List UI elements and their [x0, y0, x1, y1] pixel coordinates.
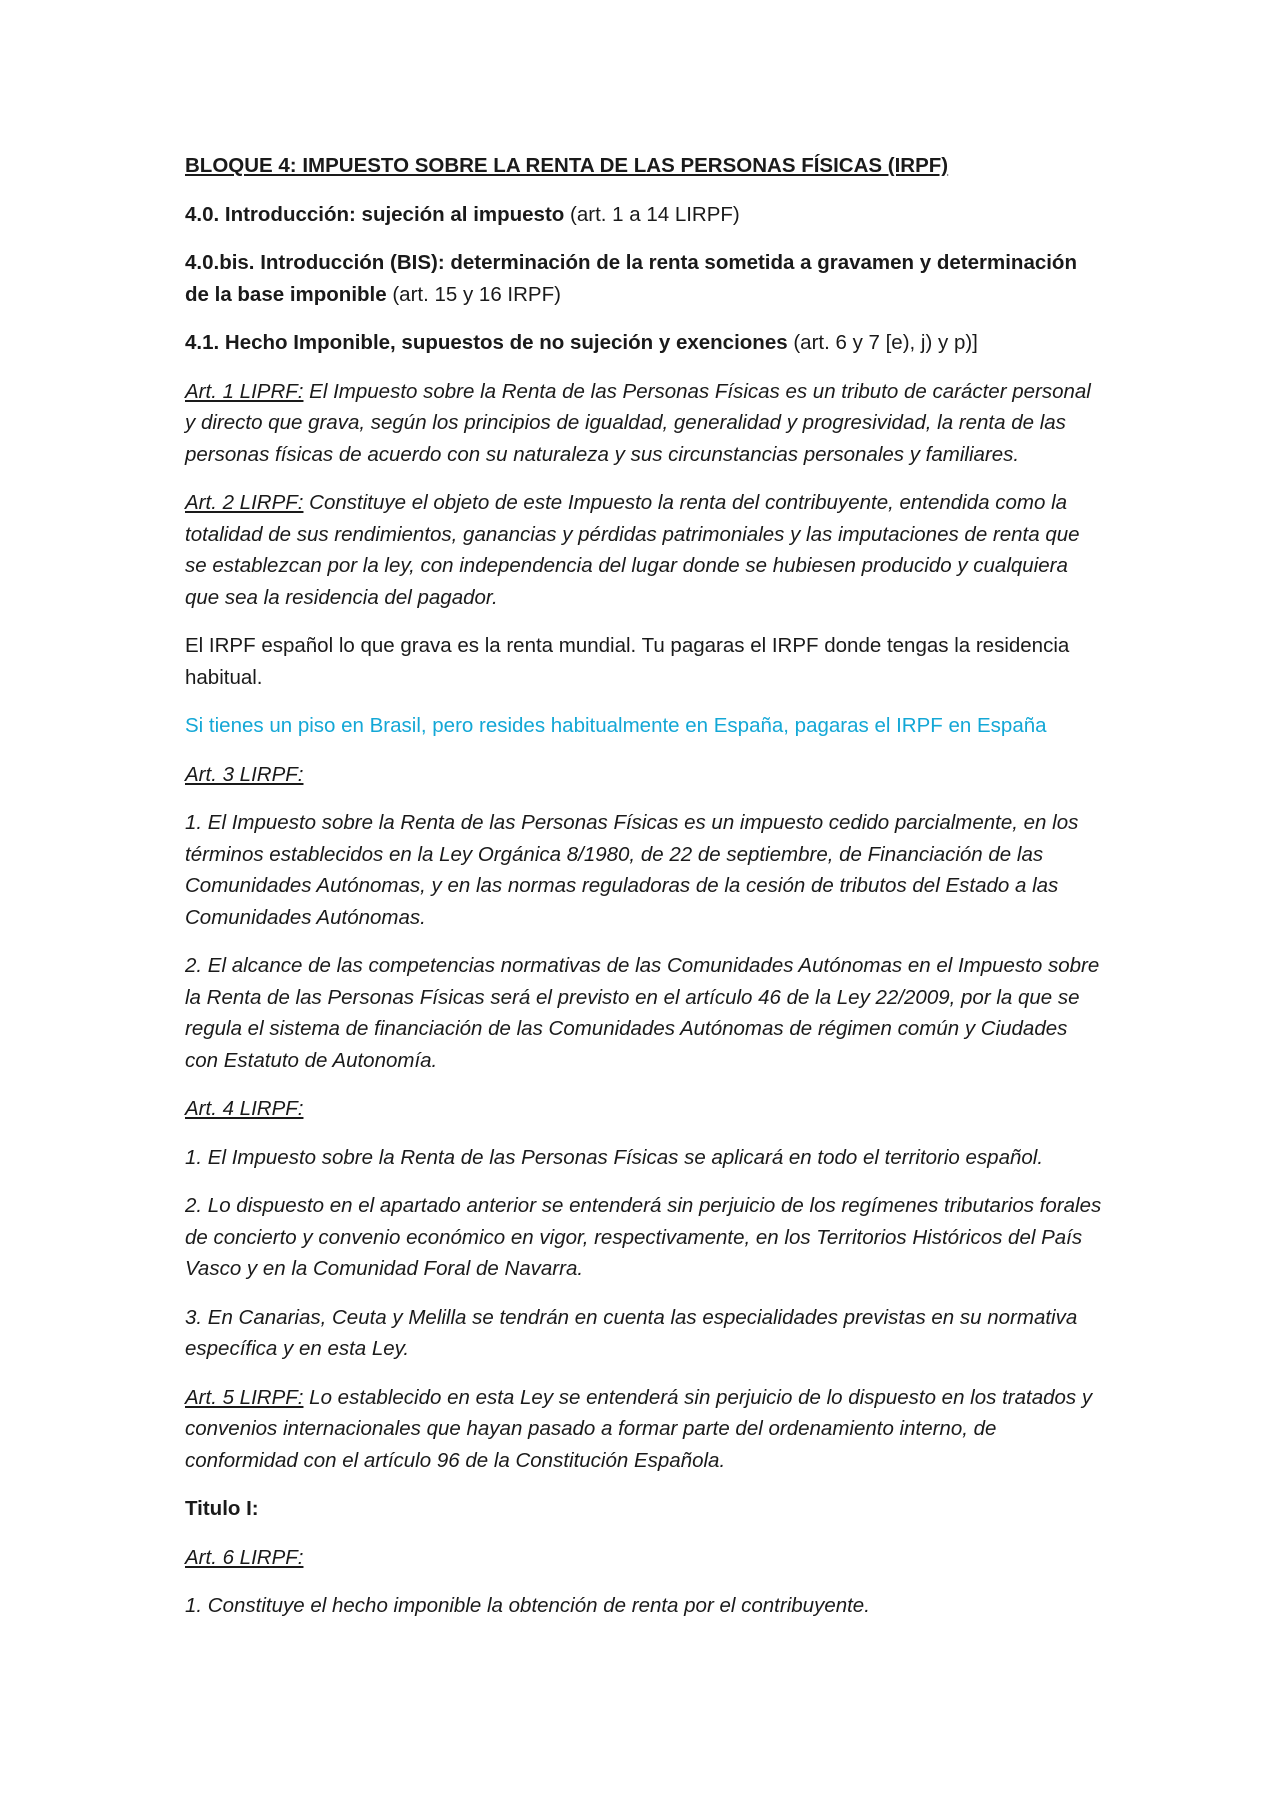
- section-4-0-bis-ref: (art. 15 y 16 IRPF): [386, 282, 561, 306]
- article-1-label: Art. 1 LIPRF:: [185, 379, 304, 403]
- article-1: [185, 376, 1105, 471]
- article-3-paragraph-2: 2. El alcance de las competencias normativas de las Comunidades Autónomas en el Impuesto sobre la Renta de las Personas Físicas será el previsto en el artículo 46 de la Ley 22/2009, por la que se regula el sistema de financiación de las Comunidades Autónomas de régimen común y Ciudades con Estatuto de Autonomía.: [185, 954, 1100, 1072]
- titulo-heading: Titulo I:: [185, 1497, 259, 1520]
- article-3-paragraph-1: 1. El Impuesto sobre la Renta de las Personas Físicas es un impuesto cedido parcialmente, en los términos establecidos en la Ley Orgánica 8/1980, de 22 de septiembre, de Financiación de las Comunidades Autónomas, y en las normas reguladoras de la cesión de tributos del Estado a las Comunidades Autónomas.: [185, 811, 1079, 929]
- section-4-0: [185, 199, 1105, 231]
- article-1-text: El Impuesto sobre la Renta de las Personas Físicas es un tributo de carácter personal y directo que grava, según los principios de igualdad, generalidad y progresividad, la renta de las personas físicas de acuerdo con su naturaleza y sus circunstancias personales y familiares.: [185, 379, 1091, 466]
- document-heading: BLOQUE 4: IMPUESTO SOBRE LA RENTA DE LAS PERSONAS FÍSICAS (IRPF): [185, 154, 949, 177]
- article-4-paragraph-2: 2. Lo dispuesto en el apartado anterior se entenderá sin perjuicio de los regímenes tributarios forales de concierto y convenio económico en vigor, respectivamente, en los Territorios Históricos del País Vasco y en la Comunidad Foral de Navarra.: [185, 1194, 1102, 1280]
- article-5-label: Art. 5 LIRPF:: [185, 1385, 304, 1409]
- article-5-text: Lo establecido en esta Ley se entenderá sin perjuicio de lo dispuesto en los tratados y convenios internacionales que hayan pasado a formar parte del ordenamiento interno, de conformidad con el artículo 96 de la Constitución Española.: [185, 1385, 1093, 1472]
- section-4-0-bis-title: 4.0.bis. Introducción (BIS): determinación de la renta sometida a gravamen y determinación de la base imponible: [185, 251, 1077, 306]
- section-4-0-bis: [185, 247, 1105, 310]
- section-4-1: [185, 327, 1105, 359]
- article-6-label: Art. 6 LIRPF:: [185, 1545, 304, 1569]
- article-2-text: Constituye el objeto de este Impuesto la renta del contribuyente, entendida como la totalidad de sus rendimientos, ganancias y pérdidas patrimoniales y las imputaciones de renta que se establezcan por la ley, con independencia del lugar donde se hubiesen producido y cualquiera que sea la residencia del pagador.: [185, 491, 1080, 609]
- article-3-label: Art. 3 LIRPF:: [185, 762, 304, 786]
- note-example-brasil: Si tienes un piso en Brasil, pero resides habitualmente en España, pagaras el IRPF en España: [185, 714, 1047, 737]
- article-4-paragraph-1: 1. El Impuesto sobre la Renta de las Personas Físicas se aplicará en todo el territorio español.: [185, 1145, 1044, 1169]
- note-renta-mundial: El IRPF español lo que grava es la renta mundial. Tu pagaras el IRPF donde tengas la residencia habitual.: [185, 634, 1070, 689]
- section-4-1-ref: (art. 6 y 7 [e), j) y p)]: [787, 331, 978, 354]
- article-2: [185, 487, 1105, 613]
- article-2-label: Art. 2 LIRPF:: [185, 491, 304, 514]
- article-5: [185, 1382, 1105, 1477]
- article-6-paragraph-1: 1. Constituye el hecho imponible la obtención de renta por el contribuyente.: [185, 1594, 870, 1617]
- section-4-1-title: 4.1. Hecho Imponible, supuestos de no sujeción y exenciones: [185, 331, 788, 354]
- article-4-label: Art. 4 LIRPF:: [185, 1097, 304, 1120]
- section-4-0-title: 4.0. Introducción: sujeción al impuesto: [185, 202, 565, 226]
- document-page: [185, 150, 1105, 1639]
- article-4-heading: [185, 1093, 1105, 1125]
- article-4-paragraph-3: 3. En Canarias, Ceuta y Melilla se tendrán en cuenta las especialidades previstas en su normativa específica y en esta Ley.: [185, 1305, 1078, 1360]
- article-3-heading: [185, 759, 1105, 791]
- section-4-0-ref: (art. 1 a 14 LIRPF): [564, 202, 740, 226]
- article-6-heading: [185, 1542, 1105, 1574]
